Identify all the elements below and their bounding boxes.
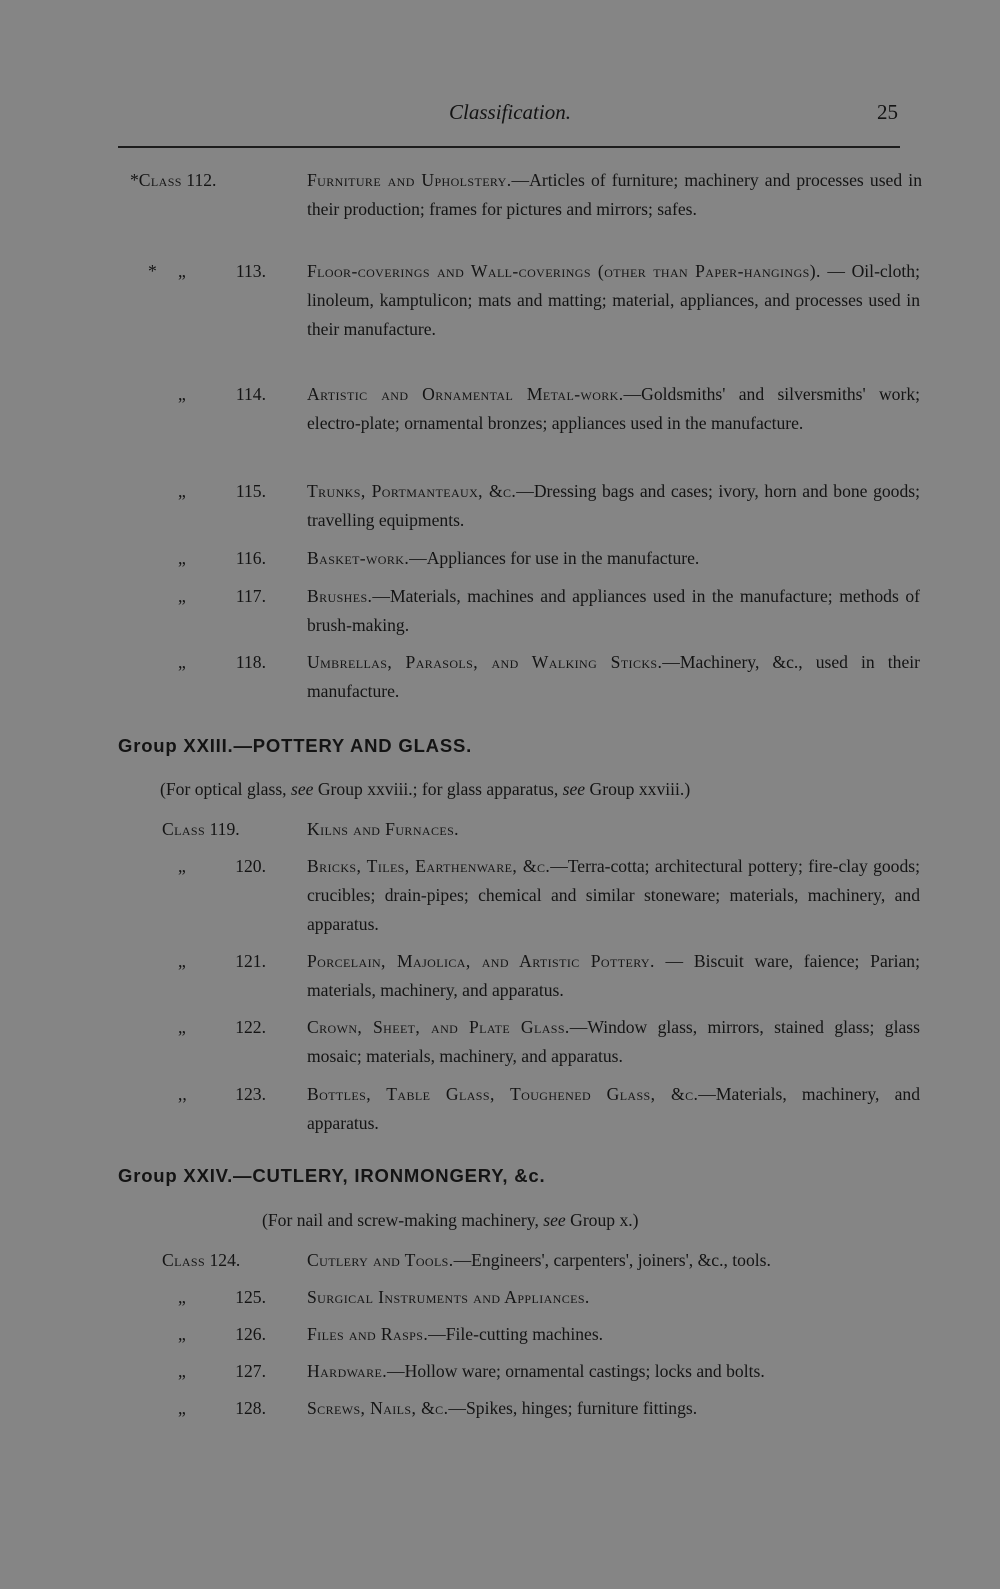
class-number: 112. xyxy=(186,170,217,190)
class-number: 117. xyxy=(235,586,266,606)
class-heading: Floor-coverings and Wall-coverings (other than Paper-hangings). xyxy=(307,261,821,281)
class-text: —Machinery, &c., used in their manufacture. xyxy=(307,652,920,701)
class-number: 122. xyxy=(235,1017,266,1037)
class-text: —Dressing bags and cases; ivory, horn and bone goods; travelling equipments. xyxy=(307,481,920,530)
class-heading: Basket-work. xyxy=(307,548,410,568)
ditto-mark: „ xyxy=(178,856,186,876)
class-word: Class xyxy=(162,819,206,839)
class-text: —Terra-cotta; architectural pottery; fire-clay goods; crucibles; drain-pipes; chemical and similar stoneware; materials, machinery, and apparatus. xyxy=(307,856,921,934)
class-text: — Oil-cloth; linoleum, kamptulicon; mats and matting; material, appliances, and processes used in their manufacture. xyxy=(307,261,920,339)
class-heading: Umbrellas, Parasols, and Walking Sticks. xyxy=(307,652,663,672)
class-text: — Biscuit ware, faience; Parian; materials, machinery, and apparatus. xyxy=(307,951,920,1000)
class-text: —Window glass, mirrors, stained glass; glass mosaic; materials, machinery, and apparatus. xyxy=(307,1017,920,1066)
ditto-mark: „ xyxy=(178,481,186,501)
ditto-mark: „ xyxy=(178,1398,186,1418)
class-heading: Bottles, Table Glass, Toughened Glass, &c. xyxy=(307,1084,699,1104)
class-heading: Artistic and Ornamental Metal-work. xyxy=(307,384,624,404)
class-heading: Trunks, Portmanteaux, &c. xyxy=(307,481,517,501)
class-heading: Surgical Instruments and Appliances. xyxy=(307,1287,590,1307)
group-heading-xxiii: Group XXIII.—POTTERY AND GLASS. xyxy=(118,735,473,756)
ditto-mark: „ xyxy=(178,586,186,606)
class-text: —Materials, machinery, and apparatus. xyxy=(307,1084,920,1133)
class-word: Class xyxy=(138,170,182,190)
class-text: —Appliances for use in the manufacture. xyxy=(409,548,700,568)
ditto-mark: „ xyxy=(178,1324,186,1344)
ditto-mark: „ xyxy=(178,652,186,672)
star-mark: * xyxy=(148,261,157,281)
class-number: 127. xyxy=(235,1361,266,1381)
ditto-mark: „ xyxy=(178,384,186,404)
header-rule xyxy=(118,146,900,148)
class-number: 125. xyxy=(235,1287,266,1307)
class-text: —Articles of furniture; machinery and processes used in their production; frames for pictures and mirrors; safes. xyxy=(307,170,922,219)
running-title: Classification. xyxy=(449,100,571,124)
class-text: —Engineers', carpenters', joiners', &c., tools. xyxy=(453,1250,771,1270)
page-number: 25 xyxy=(877,100,898,124)
class-heading: Files and Rasps. xyxy=(307,1324,429,1344)
ditto-mark: „ xyxy=(178,1361,186,1381)
ditto-mark: ,, xyxy=(178,1084,187,1104)
class-heading: Hardware. xyxy=(307,1361,388,1381)
class-heading: Kilns and Furnaces. xyxy=(307,819,459,839)
class-text: —Goldsmiths' and silversmiths' work; electro-plate; ornamental bronzes; appliances used in the manufacture. xyxy=(307,384,920,433)
group-note-xxiii: (For optical glass, see Group xxviii.; for glass apparatus, see Group xxviii.) xyxy=(160,779,691,799)
class-text: —Hollow ware; ornamental castings; locks and bolts. xyxy=(387,1361,765,1381)
ditto-mark: „ xyxy=(178,951,186,971)
ditto-mark: „ xyxy=(178,261,186,281)
ditto-mark: „ xyxy=(178,1287,186,1307)
star-mark: * xyxy=(130,170,139,190)
class-number: 115. xyxy=(235,481,266,501)
class-heading: Porcelain, Majolica, and Artistic Pottery. xyxy=(307,951,655,971)
group-note-xxiv: (For nail and screw-making machinery, see Group x.) xyxy=(262,1210,639,1230)
class-number: 126. xyxy=(235,1324,266,1344)
ditto-mark: „ xyxy=(178,1017,186,1037)
class-number: 128. xyxy=(235,1398,266,1418)
class-number: 116. xyxy=(235,548,266,568)
group-heading-xxiv: Group XXIV.—CUTLERY, IRONMONGERY, &c. xyxy=(118,1165,546,1186)
class-number: 119. xyxy=(209,819,240,839)
class-text: —Materials, machines and appliances used in the manufacture; methods of brush-making. xyxy=(307,586,920,635)
class-heading: Cutlery and Tools. xyxy=(307,1250,454,1270)
class-number: 118. xyxy=(235,652,266,672)
class-heading: Furniture and Upholstery. xyxy=(307,170,512,190)
class-number: 121. xyxy=(235,951,266,971)
class-text: —Spikes, hinges; furniture fittings. xyxy=(448,1398,698,1418)
class-heading: Screws, Nails, &c. xyxy=(307,1398,449,1418)
class-text: —File-cutting machines. xyxy=(428,1324,604,1344)
class-number: 123. xyxy=(235,1084,266,1104)
ditto-mark: „ xyxy=(178,548,186,568)
class-number: 120. xyxy=(235,856,266,876)
class-heading: Crown, Sheet, and Plate Glass. xyxy=(307,1017,570,1037)
class-heading: Brushes. xyxy=(307,586,373,606)
class-heading: Bricks, Tiles, Earthenware, &c. xyxy=(307,856,551,876)
class-number: 124. xyxy=(209,1250,241,1270)
class-word: Class xyxy=(162,1250,206,1270)
class-number: 113. xyxy=(235,261,266,281)
class-number: 114. xyxy=(235,384,266,404)
